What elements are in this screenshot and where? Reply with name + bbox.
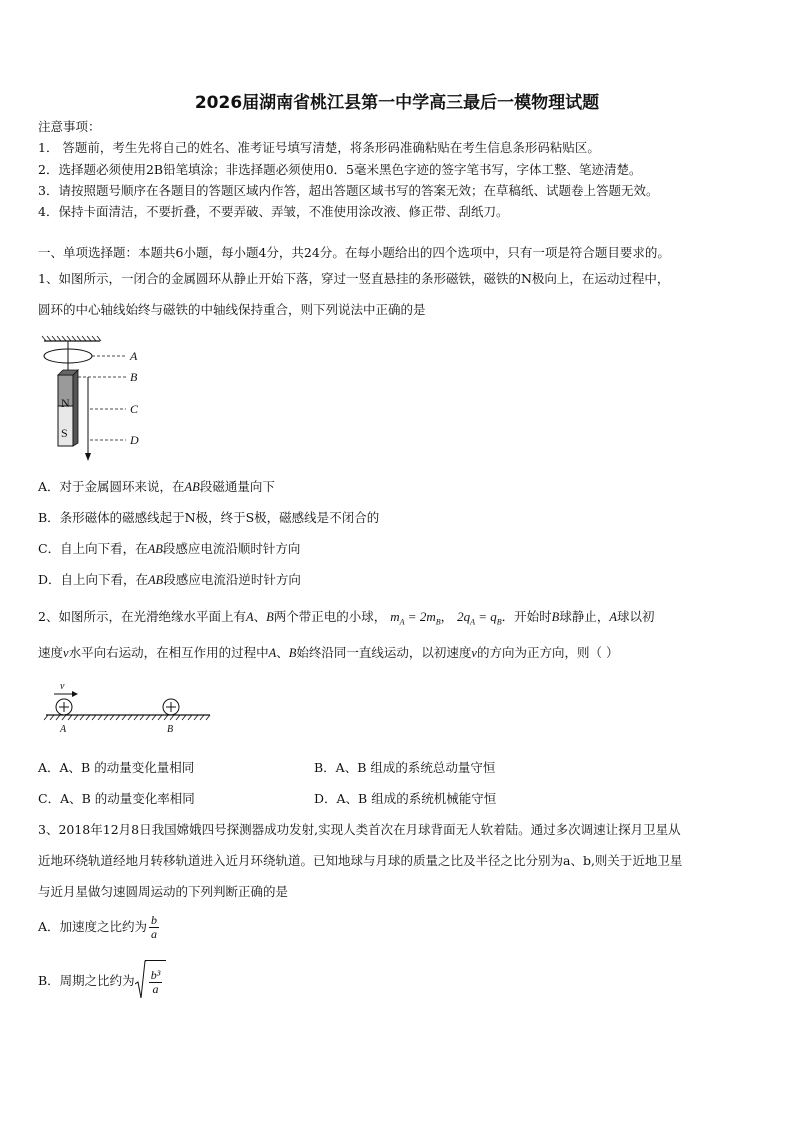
magnet-n-label: N (61, 396, 70, 410)
page-title: 2026届湖南省桃江县第一中学高三最后一模物理试题 (194, 93, 600, 113)
q1-stem-line-2: 圆环的中心轴线始终与磁铁的中轴线保持重合，则下列说法中正确的是 (38, 302, 426, 317)
q2-text: 两个带正电的小球， (273, 609, 387, 624)
q1-option-d-math: AB (148, 573, 164, 587)
q1-magnet-figure (38, 335, 153, 465)
section-heading: 一、单项选择题：本题共6小题，每小题4分，共24分。在每小题给出的四个选项中，只有一项是符合题目要求的。 (38, 245, 670, 260)
q3-option-b (38, 960, 166, 1003)
notes-heading: 注意事项： (38, 119, 101, 134)
q2-mass-equation: $m_A = 2m_B$ (390, 609, 441, 627)
position-d-label: D (130, 433, 139, 447)
q2-option-b: B．A、B 组成的系统总动量守恒 (314, 760, 496, 775)
q1-stem-line-1: 1、如图所示，一闭合的金属圆环从静止开始下落，穿过一竖直悬挂的条形磁铁，磁铁的N极向上，在运动过程中， (38, 271, 670, 286)
q3-option-a-text: A．加速度之比约为 (38, 919, 148, 934)
q3-stem-line-1: 3、2018年12月8日我国嫦娥四号探测器成功发射,实现人类首次在月球背面无人软着陆。通过多次调速让探月卫星从 (38, 822, 681, 837)
q2-option-a: A．A、B 的动量变化量相同 (38, 760, 195, 775)
q1-option-d-text: D．自上向下看，在 (38, 572, 149, 587)
q2-text: 速度 (38, 645, 64, 660)
q2-text: 球静止， (559, 609, 610, 624)
q2-text: 始终沿同一直线运动，以初速度 (296, 645, 472, 660)
velocity-label: v (60, 681, 65, 692)
q2-math: B (288, 646, 297, 660)
q1-option-c-text: C．自上向下看，在 (38, 541, 148, 556)
q2-stem-line-1: 2、如图所示，在光滑绝缘水平面上有A、B两个带正电的小球， $m_A = 2m_B$， $2q_A = q_B$．开始时B球静止，A球以初 (38, 609, 655, 627)
q3-option-b-text: B．周期之比约为 (38, 973, 135, 988)
q2-balls-figure (38, 680, 218, 738)
q1-option-d (38, 572, 301, 588)
q2-charge-equation: $2q_A = q_B$ (457, 609, 502, 627)
q2-math: B (551, 610, 560, 624)
q1-option-a-text-end: 段磁通量向下 (199, 479, 275, 494)
q2-math: v (63, 646, 69, 660)
q2-stem-line-2 (38, 645, 618, 661)
q1-option-b: B．条形磁体的磁感线起于N极，终于S极，磁感线是不闭合的 (38, 510, 380, 525)
q2-math: v (471, 646, 477, 660)
q3-option-a (38, 910, 161, 944)
q1-option-a-text: A．对于金属圆环来说，在 (38, 479, 185, 494)
q2-text: 、 (253, 609, 267, 624)
position-c-label: C (130, 402, 139, 416)
q2-text: 的方向为正方向，则（ ） (476, 645, 619, 660)
position-a-label: A (130, 349, 138, 363)
q1-option-c (38, 541, 300, 557)
q3-option-b-sqrt: $\frac{\text{b³}}{a}$ (135, 960, 167, 1003)
q2-text: 、 (276, 645, 289, 660)
notes-item-3: 3．请按照题号顺序在各题目的答题区域内作答，超出答题区域书写的答案无效；在草稿纸、试题卷上答题无效。 (38, 183, 659, 198)
q2-math: A (609, 610, 617, 624)
q2-text: 2、如图所示，在光滑绝缘水平面上有 (38, 609, 246, 624)
q2-option-c: C．A、B 的动量变化率相同 (38, 791, 195, 806)
q2-text: 球以初 (616, 609, 655, 624)
magnet-s-label: S (61, 426, 68, 440)
notes-item-1: 1． 答题前，考生先将自己的姓名、准考证号填写清楚，将条形码准确粘贴在考生信息条形码粘贴区。 (38, 140, 600, 155)
q1-option-c-math: AB (147, 542, 163, 556)
q1-option-a (38, 479, 275, 495)
q1-option-a-math: AB (184, 480, 200, 494)
q3-option-a-fraction: $\frac{b}{a}$ (151, 913, 158, 941)
q2-option-d: D．A、B 组成的系统机械能守恒 (314, 791, 497, 806)
q2-math: A (268, 646, 277, 660)
q2-math: B (266, 610, 274, 624)
q2-math: A (245, 610, 254, 624)
ball-b-label: B (167, 724, 174, 735)
q3-stem-line-2: 近地环绕轨道经地月转移轨道进入近月环绕轨道。已知地球与月球的质量之比及半径之比分别为a、b,则关于近地卫星 (38, 853, 683, 868)
q2-text: 水平向右运动，在相互作用的过程中 (68, 645, 269, 660)
q3-stem-line-3: 与近月星做匀速圆周运动的下列判断正确的是 (38, 884, 289, 899)
q1-option-d-text-end: 段感应电流沿逆时针方向 (163, 572, 301, 587)
q1-option-c-text-end: 段感应电流沿顺时针方向 (162, 541, 301, 556)
notes-item-2: 2．选择题必须使用2B铅笔填涂；非选择题必须使用0．5毫米黑色字迹的签字笔书写，字体工整、笔迹清楚。 (38, 162, 642, 177)
notes-item-4: 4．保持卡面清洁，不要折叠，不要弄破、弄皱，不准使用涂改液、修正带、刮纸刀。 (38, 204, 509, 219)
ball-a-label: A (60, 724, 67, 735)
position-b-label: B (130, 370, 138, 384)
q2-text: ．开始时 (501, 609, 552, 624)
